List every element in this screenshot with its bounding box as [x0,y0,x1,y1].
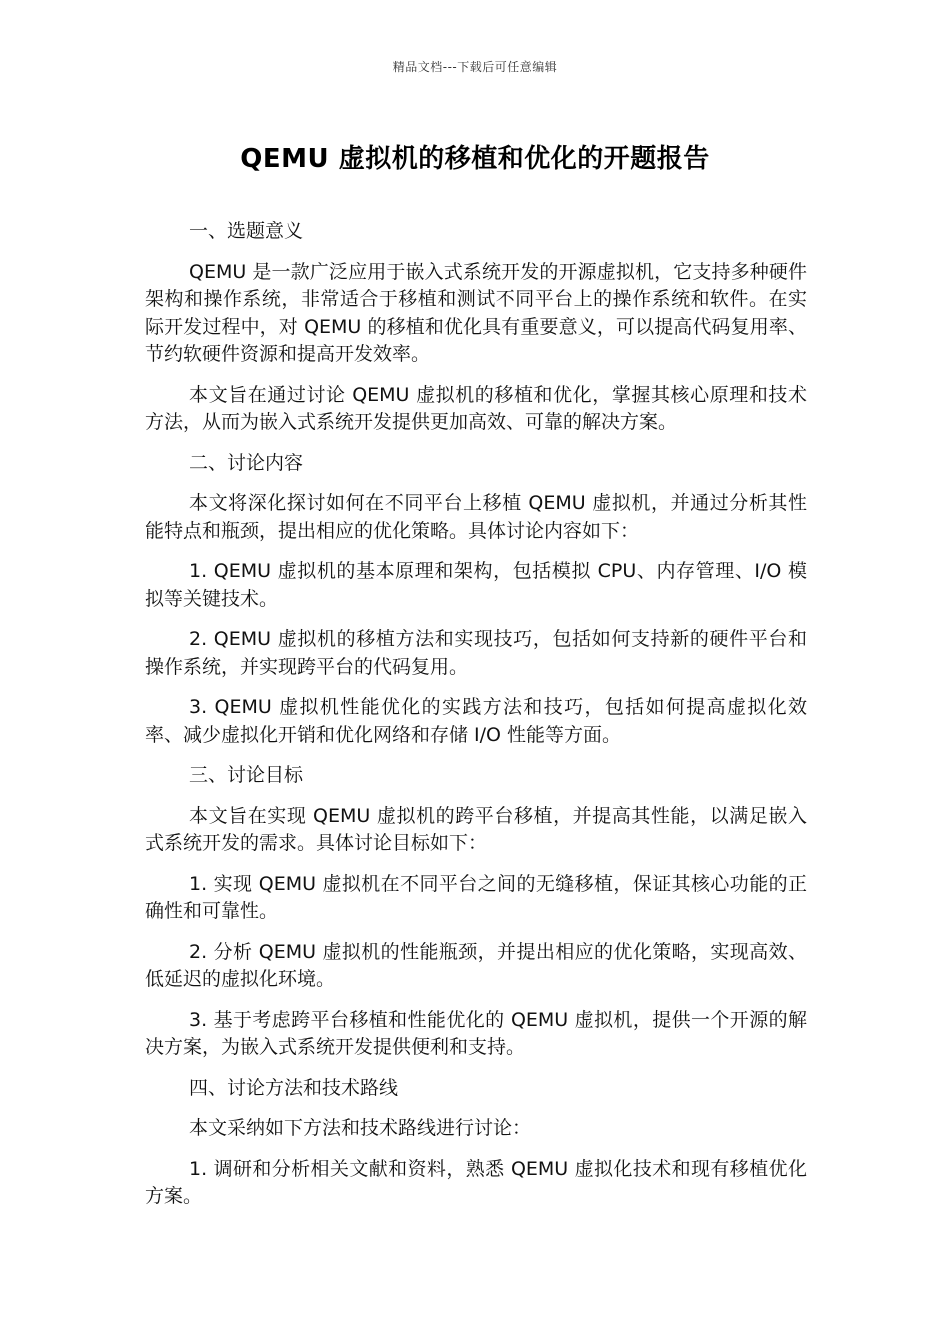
paragraph: 本文旨在通过讨论 QEMU 虚拟机的移植和优化，掌握其核心原理和技术方法，从而为嵌入式系统开发提供更加高效、可靠的解决方案。 [145,383,807,433]
section-content [145,450,807,750]
list-item: 3. QEMU 虚拟机性能优化的实践方法和技巧，包括如何提高虚拟化效率、减少虚拟化开销和优化网络和存储 I/O 性能等方面。 [145,696,807,746]
paragraph: 本文将深化探讨如何在不同平台上移植 QEMU 虚拟机，并通过分析其性能特点和瓶颈，提出相应的优化策略。具体讨论内容如下： [145,492,807,542]
section-significance [145,218,807,437]
document-title: QEMU 虚拟机的移植和优化的开题报告 [240,144,710,174]
section-heading: 三、讨论目标 [189,764,304,786]
list-item: 3. 基于考虑跨平台移植和性能优化的 QEMU 虚拟机，提供一个开源的解决方案，为嵌入式系统开发提供便利和支持。 [145,1008,807,1058]
list-item: 1. 实现 QEMU 虚拟机在不同平台之间的无缝移植，保证其核心功能的正确性和可靠性。 [145,872,807,922]
paragraph: QEMU 是一款广泛应用于嵌入式系统开发的开源虚拟机，它支持多种硬件架构和操作系统，非常适合于移植和测试不同平台上的操作系统和软件。在实际开发过程中，对 QEMU 的移植和优化具有重要意义，可以提高代码复用率、节约软硬件资源和提高开发效率。 [145,260,807,365]
list-item: 1. 调研和分析相关文献和资料，熟悉 QEMU 虚拟化技术和现有移植优化方案。 [145,1157,807,1207]
list-item: 1. QEMU 虚拟机的基本原理和架构，包括模拟 CPU、内存管理、I/O 模拟等关键技术。 [145,560,807,610]
section-heading: 四、讨论方法和技术路线 [189,1076,399,1099]
section-heading: 二、讨论内容 [189,451,304,474]
section-methods [145,1075,807,1211]
list-item: 2. 分析 QEMU 虚拟机的性能瓶颈，并提出相应的优化策略，实现高效、低延迟的虚拟化环境。 [145,940,807,990]
paragraph: 本文旨在实现 QEMU 虚拟机的跨平台移植，并提高其性能，以满足嵌入式系统开发的需求。具体讨论目标如下： [145,804,807,854]
document-body [145,218,807,1224]
section-goals [145,762,807,1062]
page-header-watermark: 精品文档---下载后可任意编辑 [392,60,558,74]
section-heading: 一、选题意义 [189,220,304,242]
paragraph: 本文采纳如下方法和技术路线进行讨论： [189,1117,532,1139]
list-item: 2. QEMU 虚拟机的移植方法和实现技巧，包括如何支持新的硬件平台和操作系统，并实现跨平台的代码复用。 [145,628,807,678]
